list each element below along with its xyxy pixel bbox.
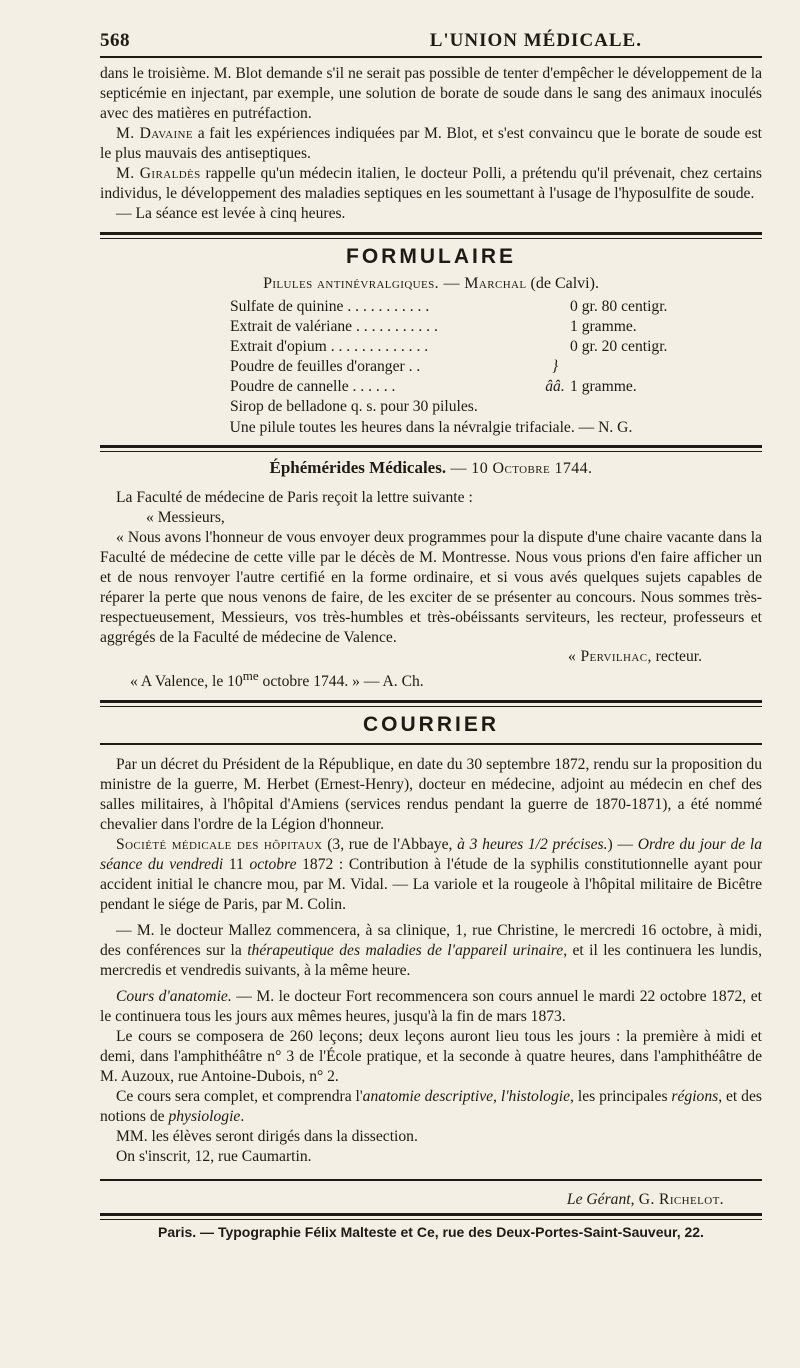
ingredient-row: Sirop de belladone q. s. pour 30 pilules. bbox=[230, 398, 478, 415]
formulaire-title: FORMULAIRE bbox=[346, 245, 516, 268]
session-paragraph-1: dans le troisième. M. Blot demande s'il ne serait pas possible de tenter d'empêcher le développement de la septicémie en injectant, par exemple, une solution de borate de soude dans le sang des animaux inoculés avec des matières en putréfaction. bbox=[100, 65, 762, 122]
letter-signature: « Pervilhac, recteur. bbox=[567, 648, 702, 665]
brace-mark: } bbox=[551, 358, 559, 375]
courrier-paragraph-8: On s'inscrit, 12, rue Caumartin. bbox=[116, 1148, 312, 1166]
courrier-rule bbox=[100, 743, 762, 745]
section-rule bbox=[100, 445, 762, 452]
ingredient-row: Poudre de cannelle . . . . . . ââ. 1 gramme. bbox=[230, 378, 637, 395]
running-head bbox=[100, 30, 762, 52]
session-paragraph-2: M. Davaine a fait les expériences indiquées par M. Blot, et s'est convaincu que le borate de soude est le plus mauvais des antiseptiques. bbox=[100, 125, 762, 162]
formula-note: Une pilule toutes les heures dans la névralgie trifaciale. — N. G. bbox=[229, 419, 633, 436]
footer-double-rule bbox=[100, 1213, 762, 1220]
courrier-paragraph-7: MM. les élèves seront dirigés dans la dissection. bbox=[116, 1128, 418, 1146]
journal-title: L'UNION MÉDICALE. bbox=[429, 30, 642, 51]
courrier-paragraph-2: Société médicale des hôpitaux (3, rue de l'Abbaye, à 3 heures 1/2 précises.) — Ordre du jour de la séance du vendredi 11 octobre 1872 : Contribution à l'étude de la syphilis constitutionnelle ayant pour accident initial le chancre mou, par M. Vidal. — La variole et la rougeole à l'hôpital militaire de Bicêtre pendant le siége de Paris, par M. Colin. bbox=[100, 836, 763, 914]
speaker-giraldes: M. Giraldès bbox=[116, 165, 201, 182]
section-rule bbox=[100, 700, 762, 707]
speaker-davaine: M. Davaine bbox=[116, 125, 194, 142]
ingredient-row: Extrait de valériane . . . . . . . . . . . 1 gramme. bbox=[230, 318, 637, 335]
ingredient-row: Extrait d'opium . . . . . . . . . . . . . 0 gr. 20 centigr. bbox=[230, 338, 668, 355]
ingredient-row: Sulfate de quinine . . . . . . . . . . . 0 gr. 80 centigr. bbox=[230, 298, 668, 315]
courrier-paragraph-1: Par un décret du Président de la République, en date du 30 septembre 1872, rendu sur la proposition du ministre de la guerre, M. Herbet (Ernest-Henry), docteur en médecine, adjoint au médecin en chef des salles militaires, à l'hôpital d'Amiens (services rendus pendant la guerre de 1870-1871), a été nommé chevalier dans l'ordre de la Légion d'honneur. bbox=[100, 756, 762, 834]
footer-rule bbox=[100, 1179, 762, 1181]
session-closing: — La séance est levée à cinq heures. bbox=[116, 205, 346, 222]
courrier-paragraph-3: — M. le docteur Mallez commencera, à sa clinique, 1, rue Christine, le mercredi 16 octobre, à midi, des conférences sur la thérapeutique des maladies de l'appareil urinaire, et il les continuera les lundis, mercredis et vendredis suivants, à la même heure. bbox=[100, 922, 762, 980]
gerant-line: Le Gérant, G. Richelot. bbox=[566, 1191, 724, 1209]
letter-place-date: « A Valence, le $10^{me}$ octobre 1744. » — A. Ch. bbox=[130, 668, 424, 691]
session-paragraph-3: M. Giraldès rappelle qu'un médecin italien, le docteur Polli, a prétendu qu'il prévenait, chez certains individus, le développement des maladies septiques en les soumettant à l'usage de l'hyposulfite de soude. bbox=[100, 165, 762, 202]
printer-imprint: Paris. — Typographie Félix Malteste et Ce, rue des Deux-Portes-Saint-Sauveur, 22. bbox=[158, 1224, 704, 1241]
formula-heading: Pilules antinévralgiques. — Marchal (de Calvi). bbox=[263, 275, 599, 292]
ingredient-row: Poudre de feuilles d'oranger . . } bbox=[230, 357, 762, 377]
ephemerides-title: Éphémérides Médicales. — 10 Octobre 1744. bbox=[269, 458, 593, 477]
courrier-paragraph-6: Ce cours sera complet, et comprendra l'anatomie descriptive, l'histologie, les principales régions, et des notions de physiologie. bbox=[100, 1088, 762, 1126]
ephemerides-intro: La Faculté de médecine de Paris reçoit la lettre suivante : bbox=[116, 489, 473, 506]
section-rule bbox=[100, 232, 762, 239]
courrier-paragraph-4: Cours d'anatomie. — M. le docteur Fort recommencera son cours annuel le mardi 22 octobre 1872, et le continuera tous les jours aux mêmes heures, jusqu'à la fin de mars 1873. bbox=[100, 988, 762, 1026]
letter-body: « Nous avons l'honneur de vous envoyer deux programmes pour la dispute d'une chaire vacante dans la Faculté de médecine de cette ville par le décès de M. Montresse. Nous vous prions d'en faire afficher un et de nous renvoyer l'autre certifié en la forme ordinaire, et si vous avés quelques sujets capables de réparer la perte que nous venons de faire, de les exciter de se présenter au concours. Nous sommes très-respectueusement, Messieurs, vos très-humbles et très-obéissants serviteurs, les recteur, professeurs et aggrégés de la Faculté de médecine de Valence. bbox=[100, 529, 762, 646]
page-number: 568 bbox=[100, 30, 130, 51]
courrier-title: COURRIER bbox=[362, 713, 499, 737]
letter-salutation: « Messieurs, bbox=[146, 509, 225, 526]
formula-ingredients bbox=[230, 297, 762, 417]
brace-label: ââ. bbox=[545, 378, 565, 395]
courrier-paragraph-5: Le cours se composera de 260 leçons; deux leçons auront lieu tous les jours : la première à midi et demi, dans l'amphithéâtre n° 3 de l'École pratique, et la seconde à quatre heures, dans l'amphithéâtre de M. Auzoux, rue Antoine-Dubois, n° 2. bbox=[100, 1028, 762, 1086]
